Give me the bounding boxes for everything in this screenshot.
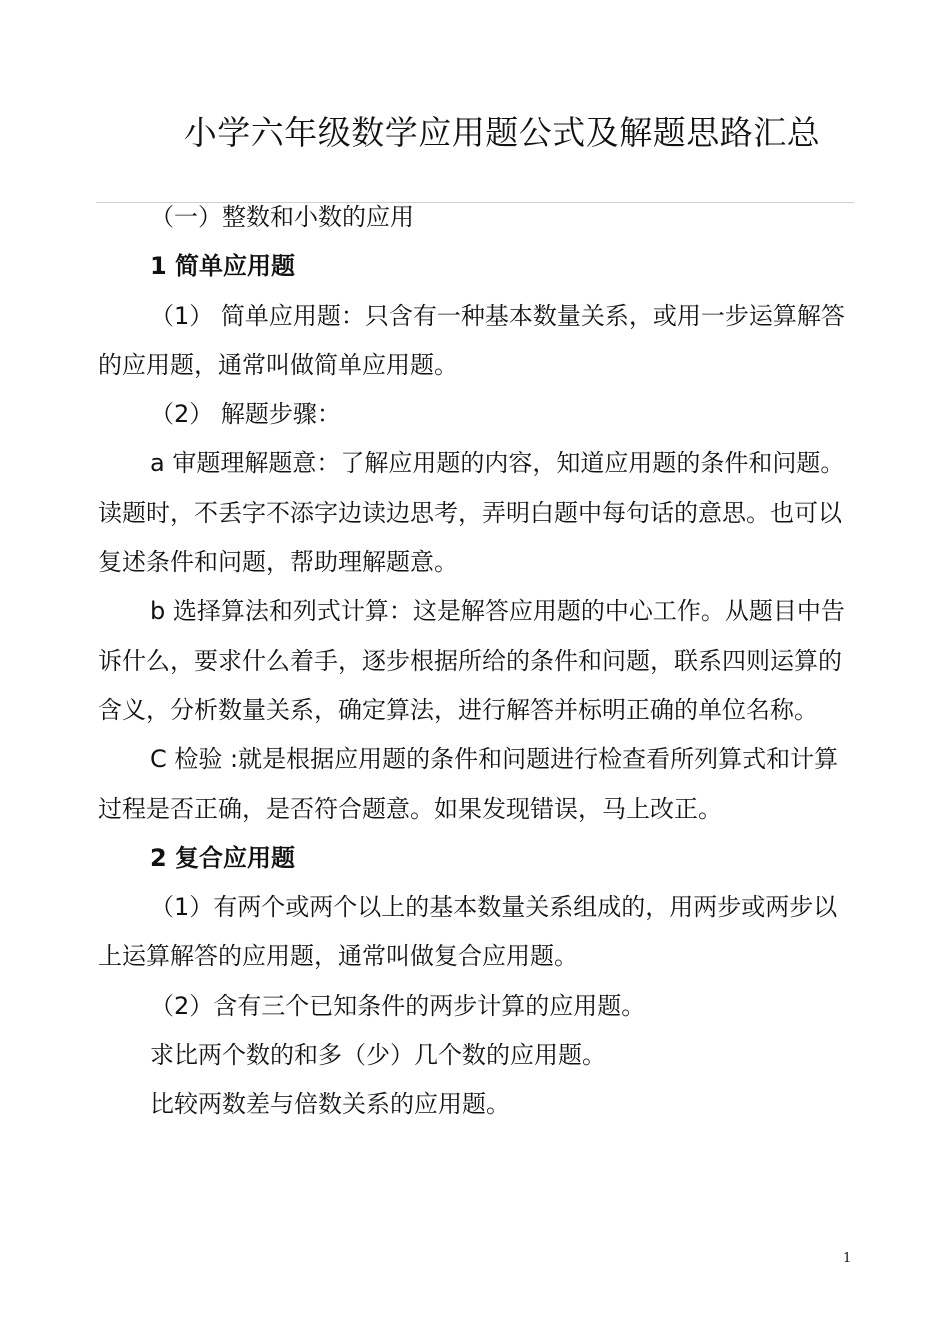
paragraph-three-conditions: （2）含有三个已知条件的两步计算的应用题。 <box>150 991 646 1020</box>
paragraph-step-c: C 检验 :就是根据应用题的条件和问题进行检查看所列算式和计算过程是否正确，是否符合题意。如果发现错误，马上改正。 <box>98 745 839 823</box>
paragraph-step-a: a 审题理解题意：了解应用题的内容，知道应用题的条件和问题。读题时，不丢字不添字边读边思考，弄明白题中每句话的意思。也可以复述条件和问题，帮助理解题意。 <box>98 449 845 577</box>
subheading-compound-word-problems: 2 复合应用题 <box>150 843 296 872</box>
paragraph-compound-definition: （1）有两个或两个以上的基本数量关系组成的，用两步或两步以上运算解答的应用题，通常叫做复合应用题。 <box>98 893 838 971</box>
paragraph-simple-definition: （1） 简单应用题：只含有一种基本数量关系，或用一步运算解答的应用题，通常叫做简单应用题。 <box>98 301 845 379</box>
paragraph-solving-steps: （2） 解题步骤： <box>150 400 341 429</box>
paragraph-sum-more-less: 求比两个数的和多（少）几个数的应用题。 <box>150 1041 606 1070</box>
subheading-simple-word-problems: 1 简单应用题 <box>150 252 296 281</box>
section-heading-integers-decimals: （一）整数和小数的应用 <box>150 203 414 231</box>
paragraph-difference-multiple: 比较两数差与倍数关系的应用题。 <box>150 1090 510 1119</box>
paragraph-step-b: b 选择算法和列式计算：这是解答应用题的中心工作。从题目中告诉什么，要求什么着手，逐步根据所给的条件和问题，联系四则运算的含义，分析数量关系，确定算法，进行解答并标明正确的单位名称。 <box>98 597 845 724</box>
page-number: 1 <box>843 1251 852 1266</box>
document-title: 小学六年级数学应用题公式及解题思路汇总 <box>183 113 821 152</box>
document-body <box>98 193 854 1130</box>
